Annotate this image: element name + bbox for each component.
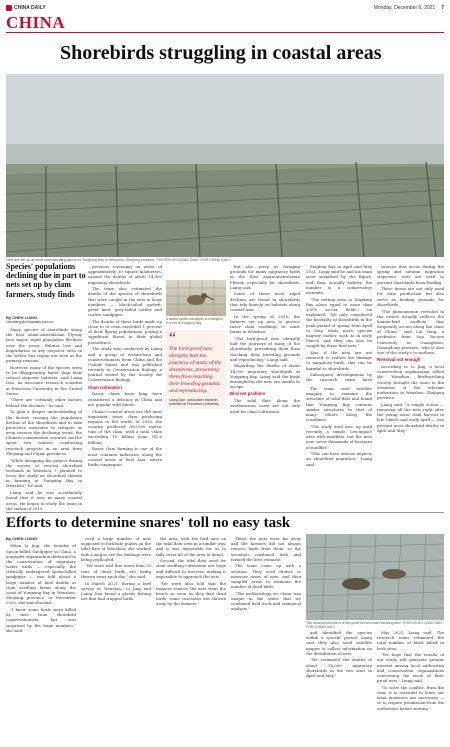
paragraph: "We were told that more than 20 tons of dead birds are being thrown away each day," she said.	[81, 563, 151, 579]
paragraph: To gain a deeper understanding of the factors causing the population decline of the shorebirds and to take protective measures to mitigate or even reverse the declining trend, the Chinese conservation scientist said he spent two winters conducting research projects in an area from Zhejiang and Fujian provinces.	[6, 409, 82, 456]
paragraph: "The methodology we chose was unique in the sense that we combined field work and statistical analysis."	[231, 590, 301, 612]
story2-photo	[306, 534, 444, 620]
paragraph: May 2021, Liang said. The research team estimated the total number of birds killed in both sites.	[377, 630, 444, 651]
story2-byline: By CHEN LIANG	[6, 536, 38, 541]
paragraph: Third, the nets were far away and the farmers did not always remove birds from them, so the scientists combined both and formed the best estimate.	[231, 536, 301, 562]
paragraph: "There are certainly other factors behind the declines," he said.	[6, 397, 82, 408]
paragraph: sources that occur during the spring and autumn migration stopovers, nets are used to prevent shorebirds from feeding.	[377, 264, 444, 285]
paragraph: The team also estimated the deaths of the species of shorebirds that were caught in the nets in large numbers — black-tailed godwit, great knot, grey-tailed tattler and curlew sandpiper.	[88, 286, 162, 318]
section-rule	[6, 32, 444, 33]
paragraph: "I knew some birds were killed by nets from shorebird conservationists, but was surprised by the huge numbers," she said.	[6, 607, 76, 633]
paragraph: Regarding the deaths of about 14,000 migratory shorebirds at Yongxing Bay, Liang said the birds entangled in the nets are unable to escape.	[230, 363, 300, 390]
story1-headline: Shorebirds struggling in coastal areas	[60, 42, 382, 64]
story2-photo-caption: Two dead shorebirds in a bird-proof net at a clam seedling farm. PHOTOS BY LIANG DAN / FOR CHINA DAILY	[306, 621, 444, 629]
section-title: CHINA	[6, 13, 66, 32]
story1-column-2	[88, 264, 162, 510]
paragraph: Razor clam farming is one of the most common industries along the coastal areas of East Asia, where birds congregate.	[88, 446, 162, 467]
paragraph: The deaths of these birds made up close to or even exceeded 1 percent of their flyway populations, posing a significant threat to their global persistence.	[88, 318, 162, 345]
paragraph: The team used satellite imagery to examine the structure of tidal flats and found that Yongxing Bay contains similar structures to that of many others along the coastlines.	[306, 386, 372, 423]
story1-column-4	[306, 264, 372, 384]
paragraph: In March 2021, during a bird survey in Wenzhou, Li Jing and Liang Dan found a plastic fishing net that had trapped birds.	[81, 580, 151, 602]
paragraph: According to Li Jing, a local conservation organization called the Wenzhou Birdwatching Society brought the issue to the attention of the relevant authorities in Wenzhou, Zhejiang province.	[377, 364, 444, 401]
bird-in-net-illustration	[166, 280, 226, 316]
paragraph: These farms are not only used for clam production but also serve as feeding grounds for shorebirds.	[377, 286, 444, 307]
story1-column-1	[6, 327, 82, 510]
paragraph: "While designing the project during the survey of several shorebird wetlands in Wenzhou, I planned to focus the study on shorebird threats in farming at Yongxing Bay in Wenzhou," he said.	[6, 457, 82, 489]
pull-quote-author: Liang Dan, associate research scientist at Princeton University	[169, 397, 219, 406]
paragraph: the area, with the bird nets on the tidal flats seen in a similar way, and it was impossible for us to fully cover all of the area in detail.	[156, 536, 226, 557]
paragraph: When Li Jing, the founder of Spoon-billed Sandpiper in China, a nonprofit organization dedicated to the conservation of migratory water birds — especially the critically endangered spoon-billed sandpiper — was told about a large number of bird deaths at clam seedling farms along the coast of Yongxing Bay in Wenzhou, Zhejiang province, in November 2020, she was shocked.	[6, 543, 76, 606]
inset-photo-caption: A tamed curlew sandpiper is entangled in a net at Yongxing Bay.	[166, 317, 223, 325]
paper-name: CHINA DAILY	[14, 5, 46, 11]
paragraph: ceed a large number of nets supposed to facilitate pulses on the tidal flats of Wenzhou, she worked with Liang to see the findings were being replicated.	[81, 536, 151, 562]
paragraph: Xinghua Bay in April and May 2021, Liang said he and his team were surprised by the figure, and then actually believe the number is a conservative estimate.	[306, 264, 372, 295]
story2-column-5	[306, 630, 372, 742]
page-number: 7	[441, 5, 444, 11]
paragraph: "The phenomenon revealed in the article actually reflects the human-bird conflicts that frequently occurs along the coast of China," said Liu Yang, a professor from Sun Yat-sen University in Guangzhou, Guangdong province, who is also one of the study's co-authors.	[377, 308, 444, 355]
paragraph: "We estimated the deaths of about 14,000 migratory shorebirds in the two sites in April and May."	[306, 657, 372, 678]
story2-column-3	[156, 536, 226, 742]
story1-column-5	[306, 386, 372, 510]
pull-quote-box	[166, 330, 226, 409]
story1-main-photo	[6, 74, 444, 257]
story-divider	[6, 512, 444, 513]
paragraph: previous screening on areas of approximately 30 square kilometers, caused the deaths of about 14,000 migratory shorebirds.	[88, 264, 162, 285]
paragraph: Second, the tidal flats used for clam seedling cultivation are huge and difficult to traverse, making it impossible to approach the nets.	[156, 558, 226, 579]
paragraph: China's coastal areas are the most important razor clam producing regions in the world. In 2020, the country produced 800,000 metric tons of the clam, with a total value exceeding 10 billion yuan ($1.6 billion).	[88, 408, 162, 445]
paragraph: Liang said, "A simple action — removing all the nets right after the young razor clam harvest in late March and early April — can prevent most shorebird deaths in April and May."	[377, 401, 444, 433]
story2-column-1	[6, 536, 76, 742]
story1-column-6	[377, 264, 444, 510]
masthead-bar	[6, 4, 444, 12]
quote-mark-icon: “	[169, 330, 177, 347]
dead-birds-net-illustration	[306, 534, 444, 620]
subhead-bird-net-problem: Bird net problem	[230, 391, 266, 397]
paragraph: Liang said he was accidentally found that it nets in many coastal areas. He began to study the issue in the spring of 2019.	[6, 490, 82, 510]
paragraph: "This can have serious impacts on shorebird migration," Liang said.	[306, 451, 372, 467]
paragraph: The team came up with a solution. They used drones to measure areas of nets, and then sampled areas to estimate the number of dead birds.	[231, 563, 301, 590]
story2-column-2	[81, 536, 151, 742]
subhead-removal-not-enough: Removal not enough	[377, 357, 421, 363]
paragraph: "The bird-proof nets abruptly halt the journeys of many of the shorebirds, preventing them from reaching their breeding grounds and reproducing," Liang said.	[230, 335, 300, 362]
story1-column-3	[230, 264, 300, 510]
story2-column-4	[231, 536, 301, 742]
story1-deck: Species' populations declining due in part to nets set up by clam farmers, study finds	[6, 262, 86, 299]
subhead-clam-cultivation: Clam cultivation	[88, 384, 122, 390]
paragraph: and identified the species within a specific period. Liang said they also used satellite images to collect information on the distribution of nets.	[306, 630, 372, 656]
paragraph: "The study area was, up until recently, a simple, low-impact area with mudflats, but the nets now cover thousands of hectares of mudflat."	[306, 423, 372, 450]
paper-logo	[6, 5, 46, 11]
story1-photo-caption: Nets are set up at most clam-seedling farms on Yongxing Bay in Wenzhou, Zhejiang province. PHOTOS BY LIANG DAN / FOR CHINA DAILY	[6, 258, 232, 262]
story2-column-6	[377, 630, 444, 742]
paragraph: However, many of the species seem to be disappearing faster than their critical stopover habitats, said Liang Dan, an associate research scientist at Princeton University in the United States.	[6, 364, 82, 396]
paragraph: Also, if the nets are not removed to reduce the damage to migratory birds, this can be harmful to shorebirds.	[306, 350, 372, 371]
paragraph: "To solve the conflict, from the view, it is essential to leave out what measures are necessary — or to require permission from the authorities before netting."	[377, 684, 444, 711]
paragraph: "The netting area in Yongxing Bay alone equal to more than 1,000 soccer fields," he explained. "We only considered the mortality of shorebirds in the peak period of spring from April to May, while more species migrate earlier, such as in early March, and they can also be caught by these bird nets."	[306, 296, 372, 349]
paragraph: but also serve as foraging grounds for many migratory birds in the East Asian-Australasian Flyway, especially for shorebirds, Liang said.	[230, 264, 300, 290]
paragraph: In the spring of 2019, the farmers set up nets to protect razor clam seedlings at some farms in Wenzhou.	[230, 313, 300, 335]
logo-mark-icon	[6, 5, 12, 11]
paragraph: Subsequent investigations by the research team have	[306, 372, 372, 383]
paragraph: Some of these most rapid declines are found in shorebirds that rely heavily on habitats along coastal Asia.	[230, 291, 300, 312]
issue-date: Monday, December 6, 2021	[373, 5, 436, 11]
story1-byline-email: chenliang@chinadaily.com.cn	[6, 320, 54, 324]
paragraph: Many species of shorebirds along the East Asian-Australasian Flyway face major, rapid population declines over the years. Habitat loss and degradation in key stopover sites in the Yellow Sea region are seen as the primary reasons.	[6, 327, 82, 364]
paragraph: "We hope that the results of our study will generate greater interest among local authorities and conservation organizations concerning the issue of bird-proof nets," Liang said.	[377, 652, 444, 684]
pull-quote-text: The bird-proof nets abruptly halt the journeys of many of the shorebirds, preventing them from reaching their breeding grounds and reproducing.	[169, 345, 222, 394]
paragraph: Razor clams have long been considered a delicacy in China and are popular with diners.	[88, 391, 162, 407]
story2-headline: Efforts to determine snares' toll no easy task	[6, 515, 291, 531]
paragraph: "We were also told that the farmers remove the nets from the beach as soon as they find dead birds, some carcasses are thrown away by the farmers."	[156, 580, 226, 607]
sandpiper-inset-photo	[166, 280, 226, 316]
paragraph: The study was conducted by Liang and a group of researchers and conservationists from China and the United States and was published recently in Conservation Biology, a journal issued by the Society for Conservation Biology.	[88, 346, 162, 383]
story1-byline: By CHEN LIANG	[6, 315, 38, 320]
paragraph: The tidal flats along the southeastern coast are not only used for clam cultivation	[230, 398, 300, 414]
net-farm-photo-illustration	[6, 74, 444, 257]
